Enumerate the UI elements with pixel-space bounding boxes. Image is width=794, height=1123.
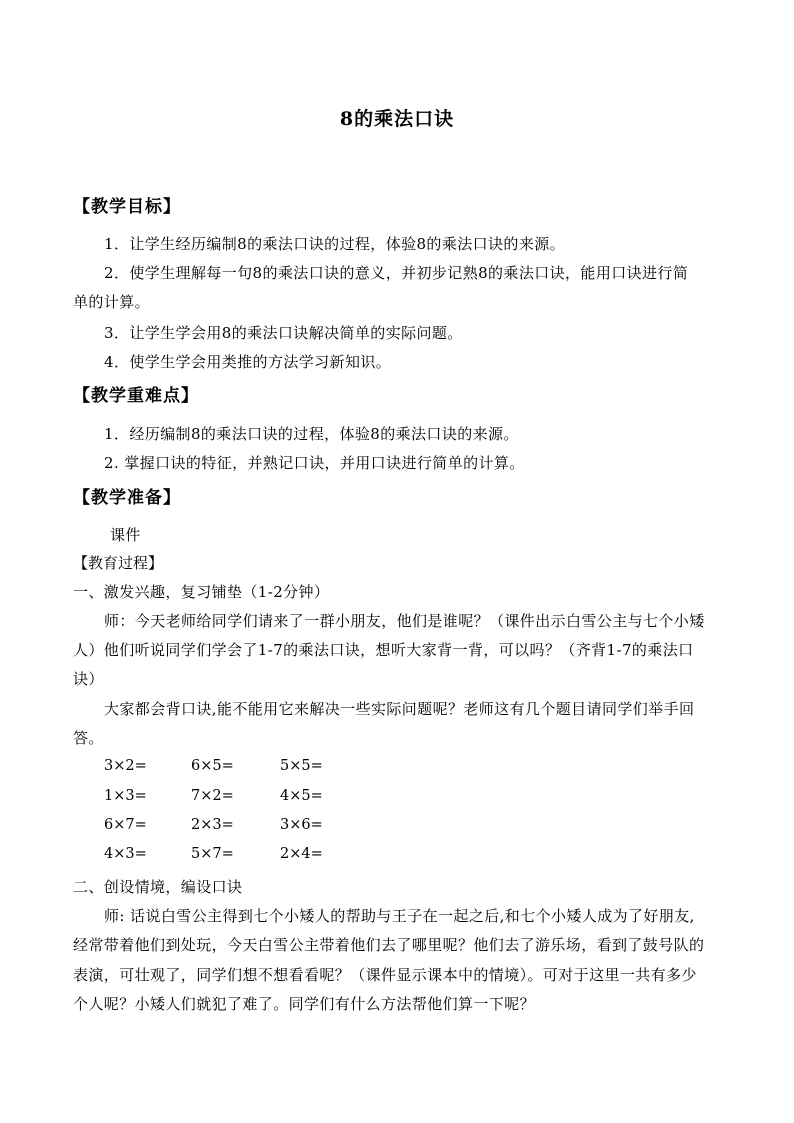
section-heading-prep: 【教学准备】 [73, 488, 181, 508]
step1-line-2: 人）他们听说同学们学会了1-7的乘法口诀，想听大家背一背，可以吗？（齐背1-7的乘法口 [73, 641, 694, 659]
calc-item: 4×3= [104, 846, 147, 862]
step2-line-2: 经常带着他们到处玩，今天白雪公主带着他们去了哪里呢？他们去了游乐场，看到了鼓号队的 [73, 936, 705, 954]
key-point-line-2: 2. 掌握口诀的特征，并熟记口诀，并用口诀进行简单的计算。 [104, 454, 525, 472]
step1-line-3: 诀） [73, 670, 104, 688]
step2-line-4: 个人呢？小矮人们就犯了难了。同学们有什么方法帮他们算一下呢？ [73, 995, 536, 1013]
step2-line-1: 师: 话说白雪公主得到七个小矮人的帮助与王子在一起之后,和七个小矮人成为了好朋友, [104, 907, 695, 925]
step1-line-5: 答。 [73, 729, 104, 747]
section-heading-process: 【教育过程】 [73, 554, 164, 572]
goal-line-4: 4．使学生学会用类推的方法学习新知识。 [104, 353, 392, 371]
goal-line-2: 2．使学生理解每一句8的乘法口诀的意义，并初步记熟8的乘法口诀，能用口诀进行简 [104, 264, 689, 282]
goal-line-3: 3．让学生学会用8的乘法口诀解决简单的实际问题。 [104, 324, 463, 342]
section-heading-goals: 【教学目标】 [73, 197, 181, 217]
step2-line-3: 表演，可壮观了，同学们想不想看看呢？（课件显示课本中的情境）。可对于这里一共有多少 [73, 966, 697, 984]
goal-line-2-cont: 单的计算。 [73, 293, 151, 311]
calc-item: 2×3= [191, 817, 234, 833]
step1-line-4: 大家都会背口诀,能不能用它来解决一些实际问题呢？老师这有几个题目请同学们举手回 [104, 700, 695, 718]
calc-item: 7×2= [191, 788, 234, 804]
calc-item: 6×7= [104, 817, 147, 833]
calc-item: 1×3= [104, 788, 147, 804]
goal-line-1: 1．让学生经历编制8的乘法口诀的过程，体验8的乘法口诀的来源。 [104, 235, 566, 253]
calc-item: 2×4= [280, 846, 323, 862]
calc-item: 4×5= [280, 788, 323, 804]
key-point-line-1: 1．经历编制8的乘法口诀的过程，体验8的乘法口诀的来源。 [104, 425, 519, 443]
calc-item: 5×5= [280, 758, 323, 774]
calc-item: 3×2= [104, 758, 147, 774]
step1-line-1: 师：今天老师给同学们请来了一群小朋友，他们是谁呢？（课件出示白雪公主与七个小矮 [104, 612, 705, 630]
document-title: 8的乘法口诀 [339, 108, 455, 130]
section-heading-key-points: 【教学重难点】 [73, 386, 199, 406]
calc-item: 6×5= [191, 758, 234, 774]
step1-heading: 一、激发兴趣，复习铺垫（1-2分钟） [73, 583, 330, 601]
calc-item: 5×7= [191, 846, 234, 862]
step2-heading: 二、创设情境，编设口诀 [73, 878, 243, 896]
prep-text: 课件 [110, 526, 141, 544]
calc-item: 3×6= [280, 817, 323, 833]
